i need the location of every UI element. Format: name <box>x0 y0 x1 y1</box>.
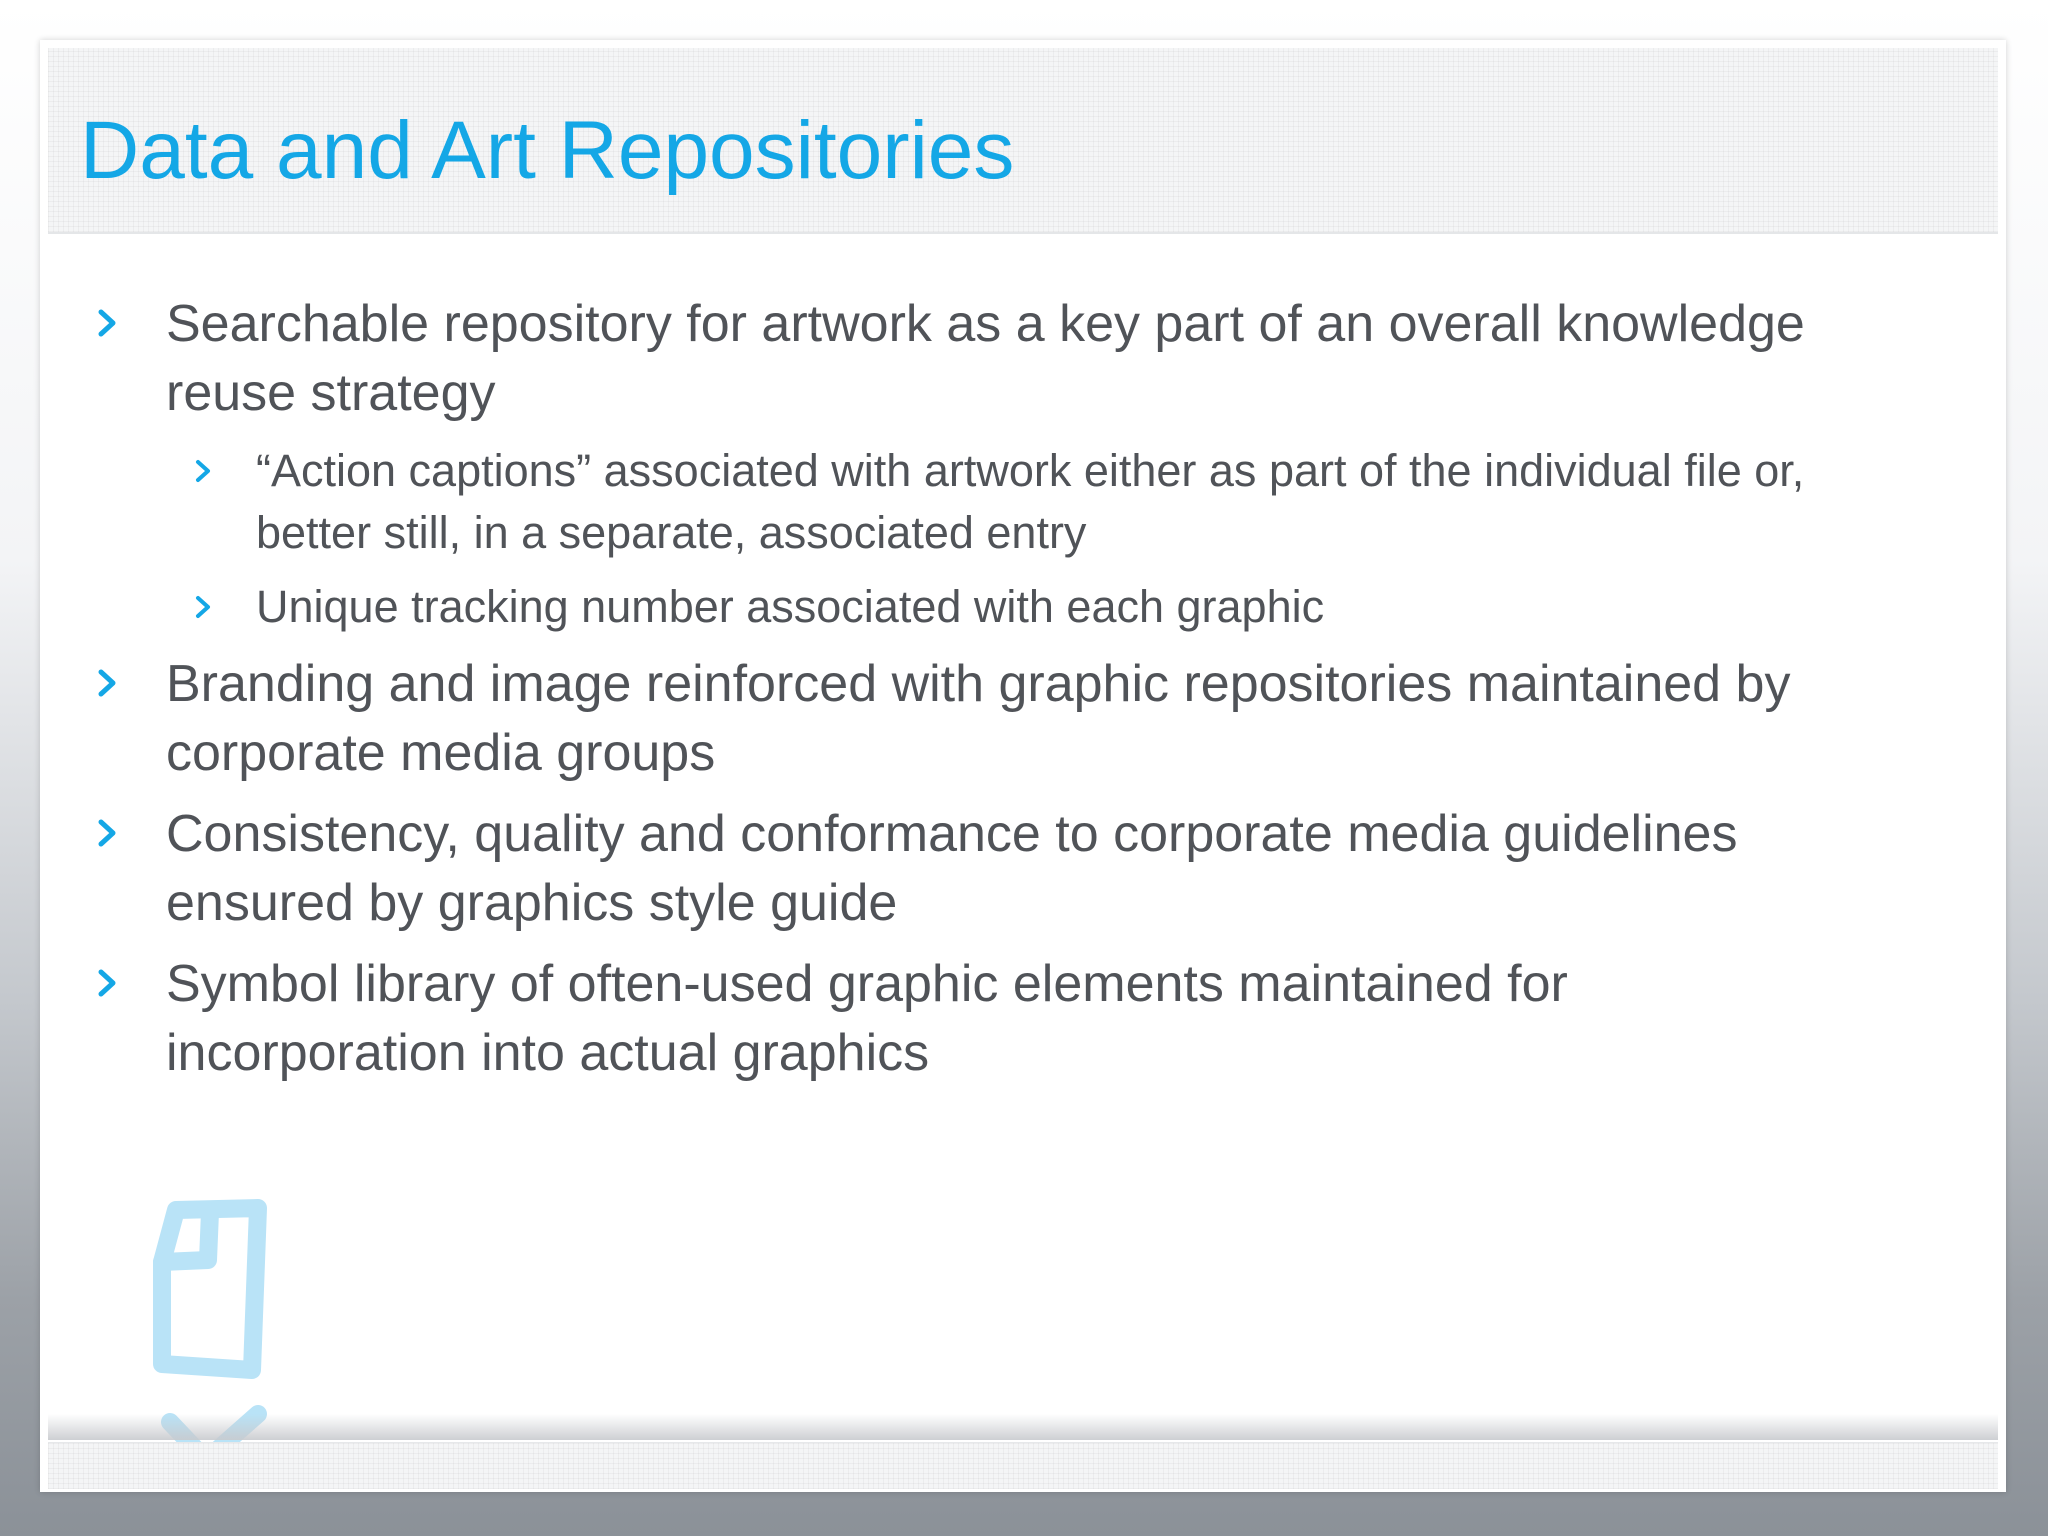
sub-bullet-item <box>40 576 1840 638</box>
slide-title: Data and Art Repositories <box>80 105 1015 196</box>
sub-bullet-list <box>40 440 1840 638</box>
bullet-item <box>40 800 1840 938</box>
bullet-list <box>40 290 1840 1100</box>
title-band <box>48 48 1998 234</box>
chevron-right-icon <box>96 668 120 698</box>
chevron-right-icon <box>96 968 120 998</box>
chevron-right-icon <box>194 594 214 620</box>
sub-bullet-text: “Action captions” associated with artwork either as part of the individual file or, better still, in a separate, associated entry <box>256 445 1805 558</box>
chevron-right-icon <box>96 818 120 848</box>
bullet-text: Searchable repository for artwork as a key part of an overall knowledge reuse strategy <box>166 295 1805 422</box>
chevron-right-icon <box>96 308 120 338</box>
bullet-text: Symbol library of often-used graphic elements maintained for incorporation into actual graphics <box>166 955 1568 1082</box>
bullet-text: Branding and image reinforced with graphic repositories maintained by corporate media groups <box>166 655 1791 782</box>
bullet-item <box>40 950 1840 1088</box>
chevron-right-icon <box>194 458 214 484</box>
bullet-item <box>40 650 1840 788</box>
slide <box>40 40 2006 1492</box>
sub-bullet-text: Unique tracking number associated with each graphic <box>256 581 1325 632</box>
bullet-text: Consistency, quality and conformance to corporate media guidelines ensured by graphics style guide <box>166 805 1738 932</box>
footer-band <box>48 1442 1998 1489</box>
footer-shadow <box>48 1414 1998 1440</box>
sub-bullet-item <box>40 440 1840 564</box>
bullet-item <box>40 290 1840 428</box>
